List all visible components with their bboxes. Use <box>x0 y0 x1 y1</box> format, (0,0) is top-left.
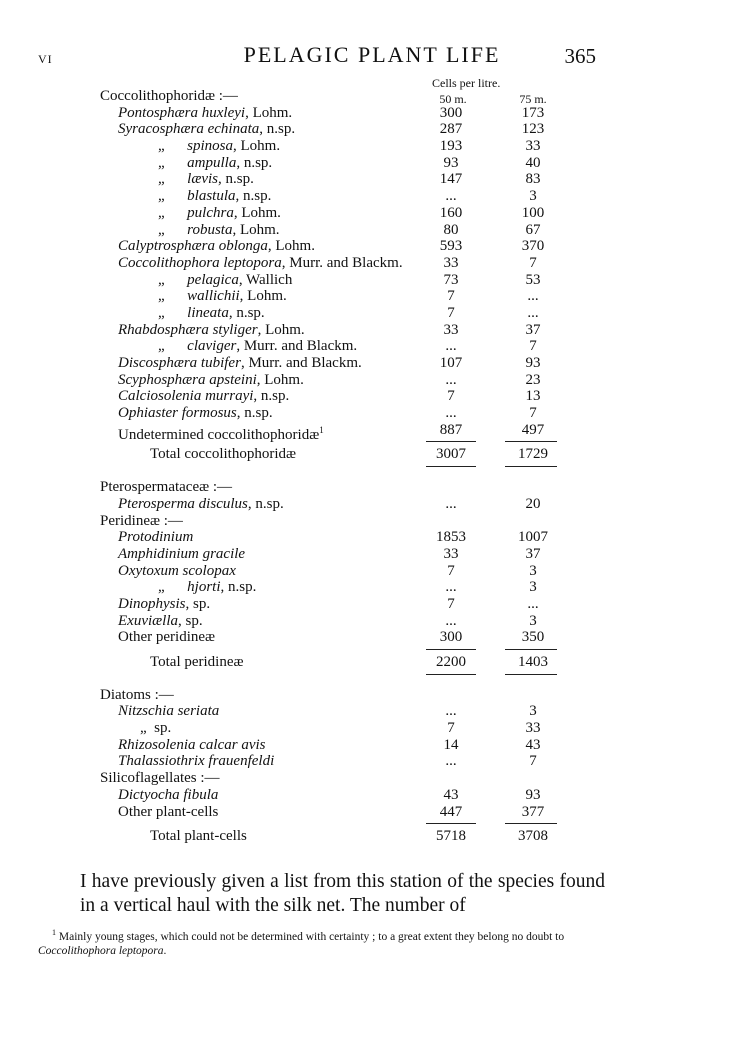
ditto-mark: „ <box>158 338 165 355</box>
value-50m: 7 <box>447 304 455 321</box>
ditto-mark: „ <box>158 221 165 238</box>
species-name: Dinophysis <box>118 595 186 612</box>
body-paragraph: I have previously given a list from this station of the species found in a vertical haul with the silk net. The number of <box>80 871 605 916</box>
table-row <box>100 496 550 513</box>
value-75m: 3 <box>529 562 537 579</box>
ditto-mark: „ <box>158 171 165 188</box>
value-75m: 7 <box>529 254 537 271</box>
species-authority: , n.sp. <box>220 579 257 596</box>
species-authority: , Murr. and Blackm. <box>236 338 358 355</box>
value-75m: 33 <box>525 720 541 737</box>
value-75m: 37 <box>525 545 541 562</box>
value-75m: ... <box>527 288 539 305</box>
footnote-number: 1 <box>52 928 56 937</box>
footnote-end: . <box>163 944 167 957</box>
table-row <box>100 238 550 255</box>
value-75m: 13 <box>525 388 541 405</box>
value-50m: 193 <box>439 138 463 155</box>
table-row <box>100 255 550 272</box>
value-50m: 1853 <box>436 529 466 546</box>
value-50m: 7 <box>447 720 455 737</box>
species-name: Syracosphæra echinata <box>118 121 260 138</box>
row-label: Other peridineæ <box>118 629 216 646</box>
table-row <box>100 155 550 172</box>
species-authority: , Murr. and Blackm. <box>240 355 362 371</box>
value-50m: ... <box>445 371 457 388</box>
value-75m: ... <box>527 595 539 612</box>
total-rule <box>100 438 550 446</box>
value-75m: 7 <box>529 753 537 770</box>
value-50m: 287 <box>439 121 463 138</box>
value-75m: 3 <box>529 579 537 596</box>
value-50m: 14 <box>443 736 459 753</box>
species-authority: sp. <box>154 720 172 737</box>
species-name: Scyphosphæra apsteini <box>118 371 257 388</box>
species-name: Coccolithophora leptopora <box>118 254 282 271</box>
table-row <box>100 579 550 596</box>
footnote-text: Mainly young stages, which could not be determined with certainty ; to a great extent they belong no doubt to <box>58 930 565 943</box>
group-label: Diatoms :— <box>100 686 174 703</box>
value-50m: 43 <box>443 786 459 803</box>
table-row <box>100 529 550 546</box>
table-row <box>100 105 550 122</box>
value-50m: 2200 <box>436 654 466 670</box>
value-75m: 123 <box>521 121 545 138</box>
value-50m: 7 <box>447 288 455 305</box>
group-heading <box>100 770 550 787</box>
ditto-mark: „ <box>158 188 165 205</box>
table-row <box>100 546 550 563</box>
value-75m: 173 <box>521 104 545 121</box>
value-75m: 7 <box>529 405 537 422</box>
value-50m: ... <box>445 703 457 720</box>
value-75m: 33 <box>525 138 541 155</box>
value-50m: 447 <box>439 803 463 820</box>
species-name: Rhabdosphæra styliger <box>118 321 258 338</box>
species-authority: , n.sp. <box>247 495 284 512</box>
column-header-75m: 75 m. <box>519 92 547 106</box>
value-50m: ... <box>445 753 457 770</box>
table-row <box>100 205 550 222</box>
species-authority: , n.sp. <box>236 405 273 422</box>
total-row <box>100 654 550 671</box>
species-authority: , Lohm. <box>233 138 281 155</box>
species-name: Pontosphæra huxleyi <box>118 104 246 121</box>
value-75m: 37 <box>525 321 541 338</box>
value-75m: 3 <box>529 612 537 629</box>
table-row <box>100 753 550 770</box>
value-75m: 370 <box>521 238 545 255</box>
value-75m: 23 <box>525 371 541 388</box>
species-authority: , Lohm. <box>256 371 304 388</box>
ditto-mark: „ <box>158 154 165 171</box>
value-75m: 3 <box>529 188 537 205</box>
species-name: Amphidinium gracile <box>118 545 246 562</box>
value-50m: ... <box>445 612 457 629</box>
value-50m: 73 <box>443 271 459 288</box>
total-rule <box>100 463 550 471</box>
ditto-mark: „ <box>158 304 165 321</box>
value-50m: ... <box>445 579 457 596</box>
value-50m: 887 <box>439 421 463 438</box>
table-row <box>100 322 550 339</box>
running-title: PELAGIC PLANT LIFE <box>243 42 501 67</box>
footnote-marker: 1 <box>319 424 324 435</box>
species-authority: , sp. <box>178 612 203 629</box>
total-rule <box>100 646 550 654</box>
table-row <box>100 720 550 737</box>
table-row <box>100 405 550 422</box>
table-row <box>100 121 550 138</box>
species-name: Dictyocha fibula <box>118 786 219 803</box>
table-row <box>100 787 550 804</box>
table-row <box>100 372 550 389</box>
value-75m: 1403 <box>518 654 548 670</box>
group-label: Coccolithophoridæ :— <box>100 88 238 104</box>
value-50m: 5718 <box>436 828 466 845</box>
ditto-mark: „ <box>158 204 165 221</box>
value-50m: 147 <box>439 171 463 188</box>
table-row <box>100 596 550 613</box>
value-75m: 20 <box>525 495 541 512</box>
table-row <box>100 737 550 754</box>
species-authority: , n.sp. <box>259 121 296 138</box>
ditto-mark: „ <box>158 579 165 596</box>
value-75m: 93 <box>525 786 541 803</box>
chapter-number: VI <box>38 52 53 66</box>
total-label: Total plant-cells <box>150 828 247 845</box>
total-rule <box>100 820 550 828</box>
value-75m: 350 <box>521 629 545 646</box>
value-50m: 593 <box>439 238 463 255</box>
table-row <box>100 272 550 289</box>
species-name: Rhizosolenia calcar avis <box>118 736 266 753</box>
species-name: Pterosperma disculus <box>118 495 248 512</box>
value-50m: 7 <box>447 595 455 612</box>
species-authority: , n.sp. <box>218 171 254 188</box>
running-header <box>0 42 744 72</box>
species-authority: , Lohm. <box>233 204 281 221</box>
value-75m: 93 <box>525 355 541 371</box>
page-number: 365 <box>564 44 596 68</box>
value-50m: 3007 <box>436 446 466 463</box>
species-name: robusta <box>187 221 233 238</box>
species-authority: , n.sp. <box>236 154 273 171</box>
value-50m: 93 <box>443 154 459 171</box>
total-label: Total coccolithophoridæ <box>150 446 297 463</box>
value-75m: 67 <box>525 221 541 238</box>
species-authority: , Lohm. <box>232 221 280 238</box>
value-50m: 7 <box>447 388 455 405</box>
species-name: Calyptrosphæra oblonga <box>118 238 268 255</box>
value-50m: 33 <box>443 321 459 338</box>
value-50m: ... <box>445 495 457 512</box>
group-label: Pterospermataceæ :— <box>100 479 233 496</box>
table-row <box>100 563 550 580</box>
value-75m: 7 <box>529 338 537 355</box>
value-75m: 377 <box>521 803 545 820</box>
species-authority: , n.sp. <box>228 304 265 321</box>
species-name: claviger <box>187 338 237 355</box>
species-name: blastula <box>187 188 236 205</box>
value-75m: 43 <box>525 736 541 753</box>
value-50m: 300 <box>439 104 463 121</box>
species-name: pelagica <box>187 271 239 288</box>
value-75m: 40 <box>525 154 541 171</box>
table-row <box>100 288 550 305</box>
group-label: Silicoflagellates :— <box>100 770 220 787</box>
group-label: Peridineæ :— <box>100 512 183 529</box>
species-authority: , n.sp. <box>253 388 290 405</box>
species-name: ampulla <box>187 154 237 171</box>
group-heading <box>100 88 550 105</box>
species-authority: , Wallich <box>238 271 293 288</box>
species-table <box>100 88 550 845</box>
table-row <box>100 703 550 720</box>
value-75m: 1729 <box>518 446 548 463</box>
footnote-species: Coccolithophora leptopora <box>38 944 164 957</box>
group-heading <box>100 479 550 496</box>
value-50m: ... <box>445 338 457 355</box>
ditto-mark: „ <box>140 720 147 737</box>
species-name: Thalassiothrix frauenfeldi <box>118 753 275 770</box>
species-authority: , Lohm. <box>245 104 293 121</box>
species-name: wallichii <box>187 288 240 305</box>
species-name: Exuviælla <box>118 612 178 629</box>
species-name: Nitzschia seriata <box>118 703 220 720</box>
value-50m: 33 <box>443 254 459 271</box>
table-row <box>100 305 550 322</box>
species-name: Ophiaster formosus <box>118 405 237 422</box>
row-label: Undetermined coccolithophoridæ <box>118 426 320 443</box>
ditto-mark: „ <box>158 138 165 155</box>
value-50m: 33 <box>443 545 459 562</box>
table-row <box>100 804 550 821</box>
species-authority: , Lohm. <box>239 288 287 305</box>
species-authority: , Lohm. <box>257 321 305 338</box>
species-name: Calciosolenia murrayi <box>118 388 254 405</box>
value-75m: 497 <box>521 421 545 438</box>
species-name: pulchra <box>187 204 234 221</box>
value-75m: 83 <box>525 171 541 188</box>
table-row <box>100 138 550 155</box>
table-row <box>100 355 550 372</box>
species-name: lineata <box>187 304 229 321</box>
table-row <box>100 171 550 188</box>
species-authority: , sp. <box>185 595 211 612</box>
group-heading <box>100 513 550 530</box>
table-row <box>100 338 550 355</box>
species-name: hjorti <box>187 579 221 596</box>
total-row <box>100 446 550 463</box>
value-75m: 53 <box>525 271 541 288</box>
species-authority: , Murr. and Blackm. <box>281 254 403 271</box>
species-name: Oxytoxum scolopax <box>118 562 236 579</box>
column-header-50m: 50 m. <box>439 92 467 106</box>
value-50m: ... <box>445 188 457 205</box>
table-row <box>100 222 550 239</box>
value-75m: 1007 <box>518 529 548 546</box>
ditto-mark: „ <box>158 271 165 288</box>
value-75m: 3 <box>529 703 537 720</box>
table-caption: Cells per litre. <box>432 76 501 90</box>
value-50m: 300 <box>439 629 463 646</box>
table-row <box>100 421 550 443</box>
table-row <box>100 613 550 630</box>
value-75m: ... <box>527 304 539 321</box>
value-50m: 80 <box>443 221 459 238</box>
group-heading <box>100 687 550 704</box>
value-50m: 160 <box>439 204 463 221</box>
table-row <box>100 629 550 646</box>
table-row <box>100 388 550 405</box>
value-50m: ... <box>445 405 457 422</box>
row-label: Other plant-cells <box>118 803 219 820</box>
species-authority: , n.sp. <box>235 188 272 205</box>
value-75m: 100 <box>521 204 545 221</box>
species-name: Protodinium <box>118 529 194 546</box>
species-name: lævis <box>187 171 219 188</box>
footnote <box>38 926 606 958</box>
species-authority: , Lohm. <box>267 238 315 255</box>
value-75m: 3708 <box>518 828 548 845</box>
species-name: spinosa <box>187 138 234 155</box>
ditto-mark: „ <box>158 288 165 305</box>
total-label: Total peridineæ <box>150 654 244 670</box>
total-row <box>100 828 550 845</box>
species-name: Discosphæra tubifer <box>118 355 241 371</box>
value-50m: 7 <box>447 562 455 579</box>
table-row <box>100 188 550 205</box>
total-rule <box>100 671 550 679</box>
value-50m: 107 <box>439 355 463 371</box>
